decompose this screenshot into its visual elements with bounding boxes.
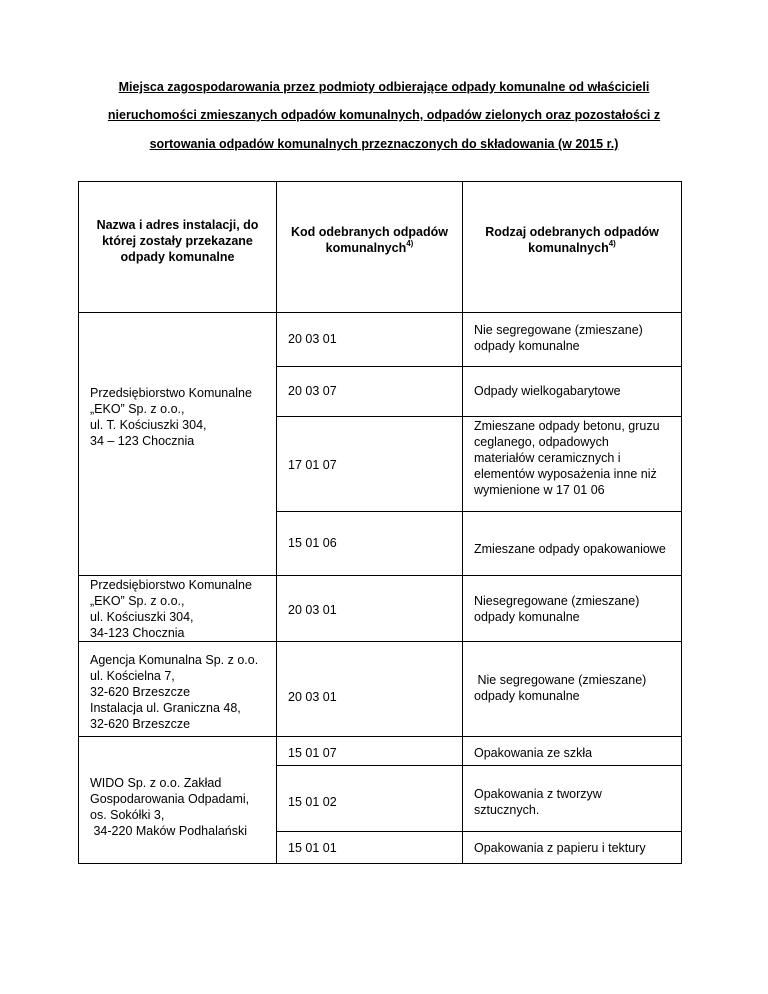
installation-line: „EKO” Sp. z o.o.,: [90, 402, 185, 416]
footnote-marker: 4): [608, 238, 616, 248]
waste-code-cell: 20 03 01: [288, 603, 337, 617]
table-border-top: [78, 181, 682, 182]
installation-line: 34 – 123 Chocznia: [90, 434, 195, 448]
header-text: komunalnych: [528, 241, 609, 255]
installation-line: ul. Kościelna 7,: [90, 669, 175, 683]
waste-code-cell: 15 01 07: [288, 746, 337, 760]
installation-cell: [90, 652, 258, 732]
installation-line: 32-620 Brzeszcze: [90, 685, 191, 699]
waste-type-cell: [474, 672, 646, 704]
installation-line: Gospodarowania Odpadami,: [90, 792, 250, 806]
installation-line: 32-620 Brzeszcze: [90, 717, 191, 731]
installation-line: ul. T. Kościuszki 304,: [90, 418, 207, 432]
installation-line: 34-123 Chocznia: [90, 626, 185, 640]
waste-type-line: elementów wyposażenia inne niż: [474, 467, 657, 481]
installation-line: ul. Kościuszki 304,: [90, 610, 194, 624]
waste-code-cell: 15 01 02: [288, 795, 337, 809]
header-text: Nazwa i adres instalacji, do: [96, 218, 259, 232]
waste-type-line: Nie segregowane (zmieszane): [474, 323, 643, 337]
header-installation: [79, 217, 276, 265]
waste-type-cell: [474, 593, 639, 625]
waste-type-line: Niesegregowane (zmieszane): [474, 594, 640, 608]
waste-type-cell: [474, 322, 643, 354]
waste-type-cell: [474, 383, 621, 399]
table-border-right: [681, 181, 682, 864]
row-divider: [78, 736, 682, 737]
waste-type-line: Opakowania z tworzyw: [474, 787, 602, 801]
row-divider: [276, 765, 682, 766]
waste-type-line: Odpady wielkogabarytowe: [474, 384, 621, 398]
waste-code-cell: 20 03 01: [288, 690, 337, 704]
waste-type-line: odpady komunalne: [474, 689, 580, 703]
installation-line: os. Sokółki 3,: [90, 808, 165, 822]
waste-code-cell: 15 01 01: [288, 841, 337, 855]
waste-type-line: wymienione w 17 01 06: [474, 483, 605, 497]
installation-line: „EKO” Sp. z o.o.,: [90, 594, 185, 608]
header-waste-code: [277, 224, 462, 256]
row-divider: [78, 575, 682, 576]
document-title-line-2: nieruchomości zmieszanych odpadów komunalnych, odpadów zielonych oraz pozostałości z: [107, 108, 661, 122]
waste-type-line: Opakowania ze szkła: [474, 746, 593, 760]
header-waste-type: [463, 224, 681, 256]
header-text: komunalnych: [325, 241, 407, 255]
column-divider-1: [276, 181, 277, 864]
waste-type-line: materiałów ceramicznych i: [474, 451, 621, 465]
row-divider: [276, 831, 682, 832]
installation-cell: [90, 577, 252, 641]
waste-type-cell: [474, 541, 666, 557]
waste-type-line: ceglanego, odpadowych: [474, 435, 609, 449]
installation-line: Instalacja ul. Graniczna 48,: [90, 701, 241, 715]
header-text: Rodzaj odebranych odpadów: [485, 225, 659, 239]
document-title-line-3: sortowania odpadów komunalnych przeznaczonych do składowania (w 2015 r.): [149, 137, 619, 151]
header-text: odpady komunalne: [120, 250, 235, 264]
header-text: Kod odebranych odpadów: [291, 225, 448, 239]
installation-line: Przedsiębiorstwo Komunalne: [90, 578, 252, 592]
waste-type-line: Opakowania z papieru i tektury: [474, 841, 646, 855]
installation-line: WIDO Sp. z o.o. Zakład: [90, 776, 222, 790]
document-title-line-1: Miejsca zagospodarowania przez podmioty odbierające odpady komunalne od właścicieli: [118, 80, 650, 94]
waste-type-line: Zmieszane odpady betonu, gruzu: [474, 419, 660, 433]
waste-type-cell: [474, 786, 602, 818]
table-border-bottom: [78, 863, 682, 864]
waste-type-cell: [474, 418, 660, 498]
installation-line: Agencja Komunalna Sp. z o.o.: [90, 653, 259, 667]
waste-type-line: Zmieszane odpady opakowaniowe: [474, 542, 666, 556]
waste-code-cell: 20 03 07: [288, 384, 337, 398]
header-text: której zostały przekazane: [102, 234, 253, 248]
installation-cell: [90, 385, 252, 449]
column-divider-2: [462, 181, 463, 864]
installation-line: Przedsiębiorstwo Komunalne: [90, 386, 252, 400]
row-divider: [78, 641, 682, 642]
waste-code-cell: 20 03 01: [288, 332, 337, 346]
waste-type-line: sztucznych.: [474, 803, 540, 817]
waste-code-cell: 15 01 06: [288, 536, 337, 550]
row-divider: [276, 416, 682, 417]
waste-type-line: Nie segregowane (zmieszane): [474, 673, 647, 687]
row-divider: [276, 511, 682, 512]
waste-code-cell: 17 01 07: [288, 458, 337, 472]
waste-type-line: odpady komunalne: [474, 610, 580, 624]
table-border-left: [78, 181, 79, 864]
waste-type-line: odpady komunalne: [474, 339, 580, 353]
installation-line: 34-220 Maków Podhalański: [90, 824, 248, 838]
row-divider: [276, 366, 682, 367]
waste-type-cell: [474, 840, 646, 856]
footnote-marker: 4): [406, 238, 414, 248]
waste-type-cell: [474, 745, 592, 761]
header-divider: [78, 312, 682, 313]
installation-cell: [90, 775, 249, 839]
